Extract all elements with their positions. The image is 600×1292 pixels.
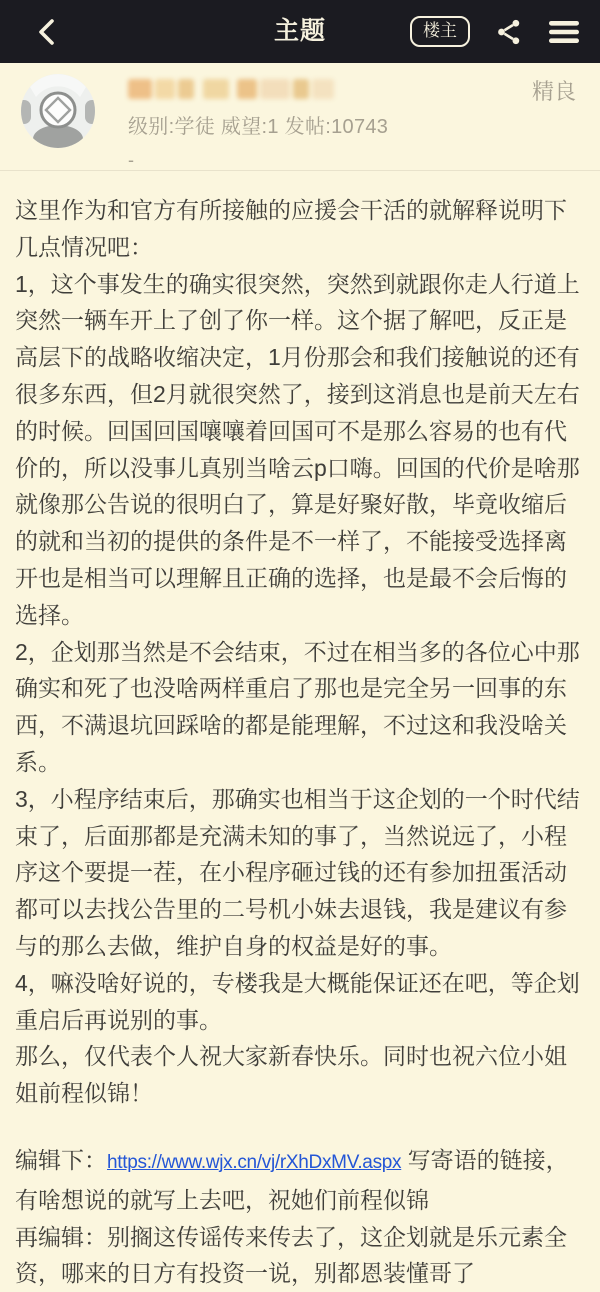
menu-button[interactable] [548,18,580,46]
post-body [0,171,600,1292]
back-chevron-icon [35,18,59,46]
author-signature: - [128,150,134,170]
share-icon [494,17,524,47]
post-paragraph: 编辑下：https://www.wjx.cn/vj/rXhDxMV.aspx 写寄语的链接，有啥想说的就写上去吧，祝她们前程似锦 [15,1146,569,1213]
share-button[interactable] [494,17,524,47]
page-title: 主题 [273,17,327,45]
top-bar [0,0,600,63]
avatar[interactable] [20,73,96,149]
post-paragraph: 2，企划那当然是不会结束，不过在相当多的各位心中那确实和死了也没啥两样重启了那也是完全另一回事的东西，不满退坑回踩啥的都是能理解，不过这和我没啥关系。 [15,638,580,775]
author-block [0,63,600,170]
author-name-redacted[interactable] [128,77,388,101]
top-bar-actions [410,0,580,63]
floor-filter-button[interactable]: 楼主 [410,16,470,46]
post-paragraph: 4，嘛没啥好说的，专楼我是大概能保证还在吧，等企划重启后再说别的事。 [15,969,580,1033]
author-badge: 精良 [531,79,576,104]
hamburger-menu-icon [548,18,580,46]
post-paragraph: 1，这个事发生的确实很突然，突然到就跟你走人行道上突然一辆车开上了创了你一样。这个据了解吧，反正是高层下的战略收缩决定，1月份那会和我们接触说的还有很多东西，但2月就很突然了，接到这消息也是前天左右的时候。回国回国嚷嚷着回国可不是那么容易的也有代价的，所以没事儿真别当啥云p口嗨。回国的代价是啥那就像那公告说的很明白了，算是好聚好散，毕竟收缩后的就和当初的提供的条件是不一样了，不能接受选择离开也是相当可以理解且正确的选择，也是最不会后悔的选择。 [15,270,580,628]
author-stats: 级别:学徒 威望:1 发帖:10743 [128,116,389,138]
post-paragraph: 再编辑：别搁这传谣传来传去了，这企划就是乐元素全资，哪来的日方有投资一说，别都恩装懂哥了 [15,1223,567,1287]
post-paragraph: 那么，仅代表个人祝大家新春快乐。同时也祝六位小姐姐前程似锦！ [15,1043,567,1107]
survey-link[interactable]: https://www.wjx.cn/vj/rXhDxMV.aspx [107,1151,402,1173]
post-paragraph: 这里作为和官方有所接触的应援会干活的就解释说明下几点情况吧： [15,197,567,260]
post-paragraph: 3，小程序结束后，那确实也相当于这企划的一个时代结束了，后面那都是充满未知的事了，当然说远了，小程序这个要提一茬，在小程序砸过钱的还有参加扭蛋活动都可以去找公告里的二号机小妹去退钱，我是建议有参与的那么去做，维护自身的权益是好的事。 [15,785,580,959]
author-info [128,77,388,171]
back-button[interactable] [30,15,64,49]
